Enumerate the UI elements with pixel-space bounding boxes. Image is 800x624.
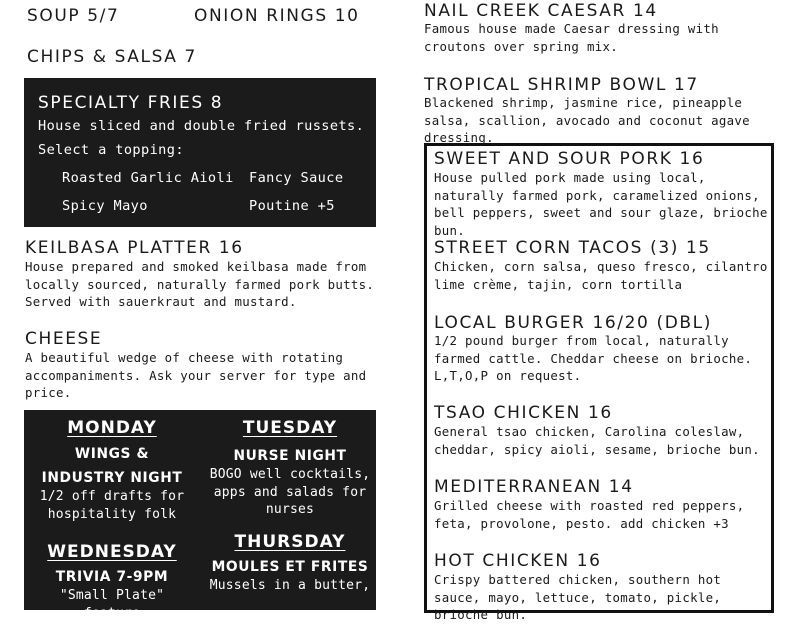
menu-item-desc: Famous house made Caesar dressing with croutons over spring mix.: [424, 21, 719, 54]
topping-item: Fancy Sauce: [249, 170, 344, 186]
menu-item-soup: SOUP 5/7: [27, 6, 120, 26]
day-name: TUESDAY: [242, 418, 338, 438]
special-detail: Mussels in a butter,: [209, 578, 371, 593]
specialty-fries-title: SPECIALTY FRIES 8: [38, 93, 224, 113]
special-headline: TRIVIA 7-9PM: [55, 569, 169, 585]
special-detail: "Small Plate" feature: [59, 588, 165, 621]
topping-item: Poutine +5: [249, 198, 335, 214]
menu-item-title: LOCAL BURGER 16/20 (DBL): [434, 313, 712, 333]
menu-item-title: STREET CORN TACOS (3) 15: [434, 238, 711, 258]
special-headline: MOULES ET FRITES: [211, 559, 369, 575]
menu-item-desc: Chicken, corn salsa, queso fresco, cilantro lime crème, tajin, corn tortilla: [434, 259, 768, 292]
special-monday: [32, 416, 192, 523]
day-name: MONDAY: [67, 418, 157, 438]
special-thursday: [204, 530, 376, 595]
menu-item-desc: House pulled pork made using local, naturally farmed pork, caramelized onions, bell peppers, sweet and sour glaze, brioche bun.: [434, 170, 768, 238]
specialty-fries-desc: House sliced and double fried russets.: [38, 118, 365, 134]
special-wednesday: [32, 540, 192, 622]
menu-item-title: MEDITERRANEAN 14: [434, 477, 634, 497]
weekly-specials-panel: [24, 410, 376, 621]
special-headline: INDUSTRY NIGHT: [41, 470, 183, 486]
menu-item-chips-salsa: CHIPS & SALSA 7: [27, 47, 197, 67]
special-tuesday: [204, 416, 376, 519]
menu-item-desc: Grilled cheese with roasted red peppers, feta, provolone, pesto. add chicken +3: [434, 498, 745, 531]
menu-item-title: CHEESE: [25, 329, 103, 349]
specialty-fries-select: Select a topping:: [38, 142, 184, 158]
menu-item-title: SWEET AND SOUR PORK 16: [434, 149, 705, 169]
menu-item-onion-rings: ONION RINGS 10: [194, 6, 360, 26]
special-headline: WINGS &: [74, 446, 150, 462]
menu-item-desc: General tsao chicken, Carolina coleslaw, cheddar, spicy aioli, sesame, brioche bun.: [434, 424, 760, 457]
menu-item-title: TROPICAL SHRIMP BOWL 17: [424, 75, 699, 95]
special-headline: NURSE NIGHT: [233, 448, 347, 464]
menu-item-desc: House prepared and smoked keilbasa made from locally sourced, naturally farmed pork butts. Served with sauerkraut and mustard.: [25, 259, 375, 309]
day-name: WEDNESDAY: [47, 542, 177, 562]
specialty-fries-panel: [24, 78, 376, 227]
special-detail: BOGO well cocktails, apps and salads for nurses: [209, 467, 371, 517]
menu-item-desc: 1/2 pound burger from local, naturally farmed cattle. Cheddar cheese on brioche. L,T,O,P on request.: [434, 333, 753, 383]
special-detail: 1/2 off drafts for hospitality folk: [39, 489, 185, 522]
menu-item-title: TSAO CHICKEN 16: [434, 403, 613, 423]
menu-item-title: KEILBASA PLATTER 16: [25, 238, 244, 258]
topping-item: Roasted Garlic Aioli: [62, 170, 234, 186]
day-name: THURSDAY: [234, 532, 346, 552]
topping-item: Spicy Mayo: [62, 198, 148, 214]
menu-item-title: NAIL CREEK CAESAR 14: [424, 1, 658, 21]
menu-item-title: HOT CHICKEN 16: [434, 551, 602, 571]
menu-item-desc: Blackened shrimp, jasmine rice, pineapple salsa, scallion, avocado and coconut agave dressing.: [424, 95, 750, 145]
menu-item-desc: A beautiful wedge of cheese with rotating accompaniments. Ask your server for type and price.: [25, 350, 367, 400]
menu-item-desc: Crispy battered chicken, southern hot sauce, mayo, lettuce, tomato, pickle, brioche bun.: [434, 572, 722, 622]
